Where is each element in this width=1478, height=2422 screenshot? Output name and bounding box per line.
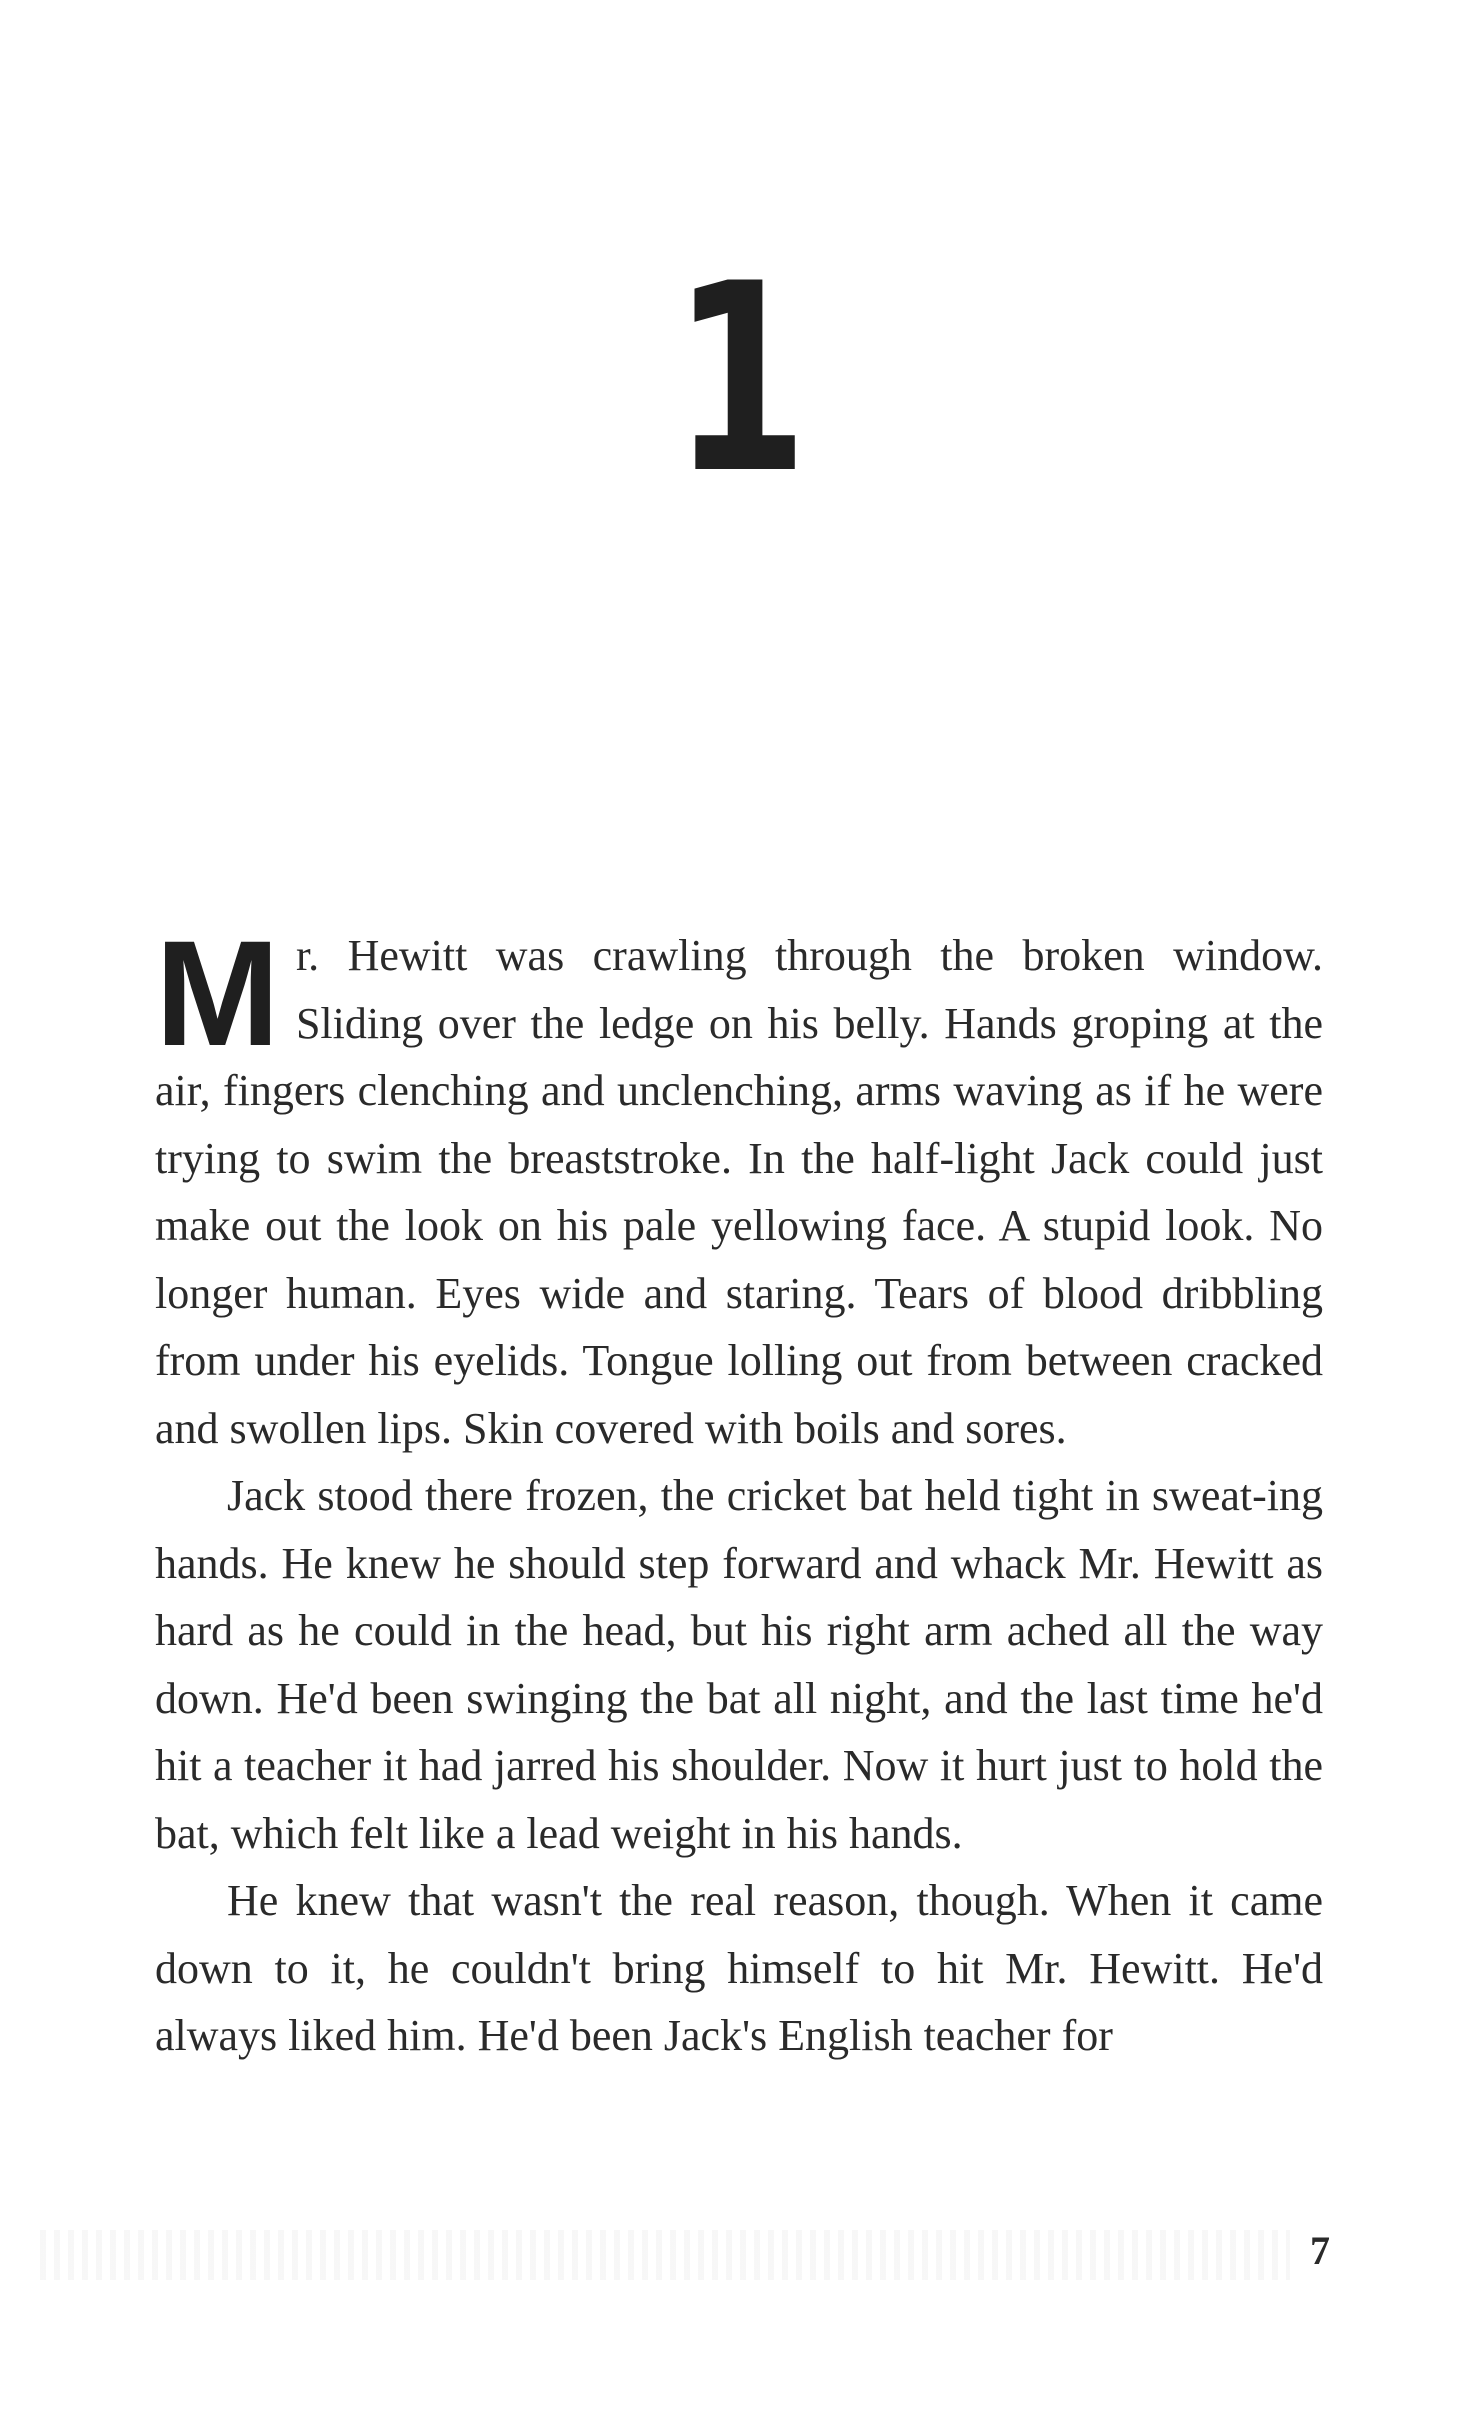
chapter-number: 1: [672, 229, 809, 531]
paragraph-2: Jack stood there frozen, the cricket bat held tight in sweat-ing hands. He knew he should step forward and whack Mr. Hewitt as hard as he could in the head, but his right arm ached all the way down. He'd been swinging the bat all night, and the last time he'd hit a teacher it had jarred his shoulder. Now it hurt just to hold the bat, which felt like a lead weight in his hands.: [155, 1471, 1323, 1858]
paragraph-3: He knew that wasn't the real reason, though. When it came down to it, he couldn't bring himself to hit Mr. Hewitt. He'd always liked him. He'd been Jack's English teacher for: [155, 1876, 1323, 2060]
paragraph-1: [155, 909, 1323, 1462]
body-text: [155, 909, 1323, 2070]
page-number: 7: [1310, 2228, 1330, 2273]
paragraph-1-text: r. Hewitt was crawling through the broken window. Sliding over the ledge on his belly. Hands groping at the air, fingers clenching and unclenching, arms waving as if he were trying to swim the breaststroke. In the half-light Jack could just make out the look on his pale yellowing face. A stupid look. No longer human. Eyes wide and staring. Tears of blood dribbling from under his eyelids. Tongue lolling out from between cracked and swollen lips. Skin covered with boils and sores.: [155, 931, 1323, 1453]
footer-texture: [40, 2230, 1290, 2280]
drop-cap: M: [155, 909, 280, 1077]
